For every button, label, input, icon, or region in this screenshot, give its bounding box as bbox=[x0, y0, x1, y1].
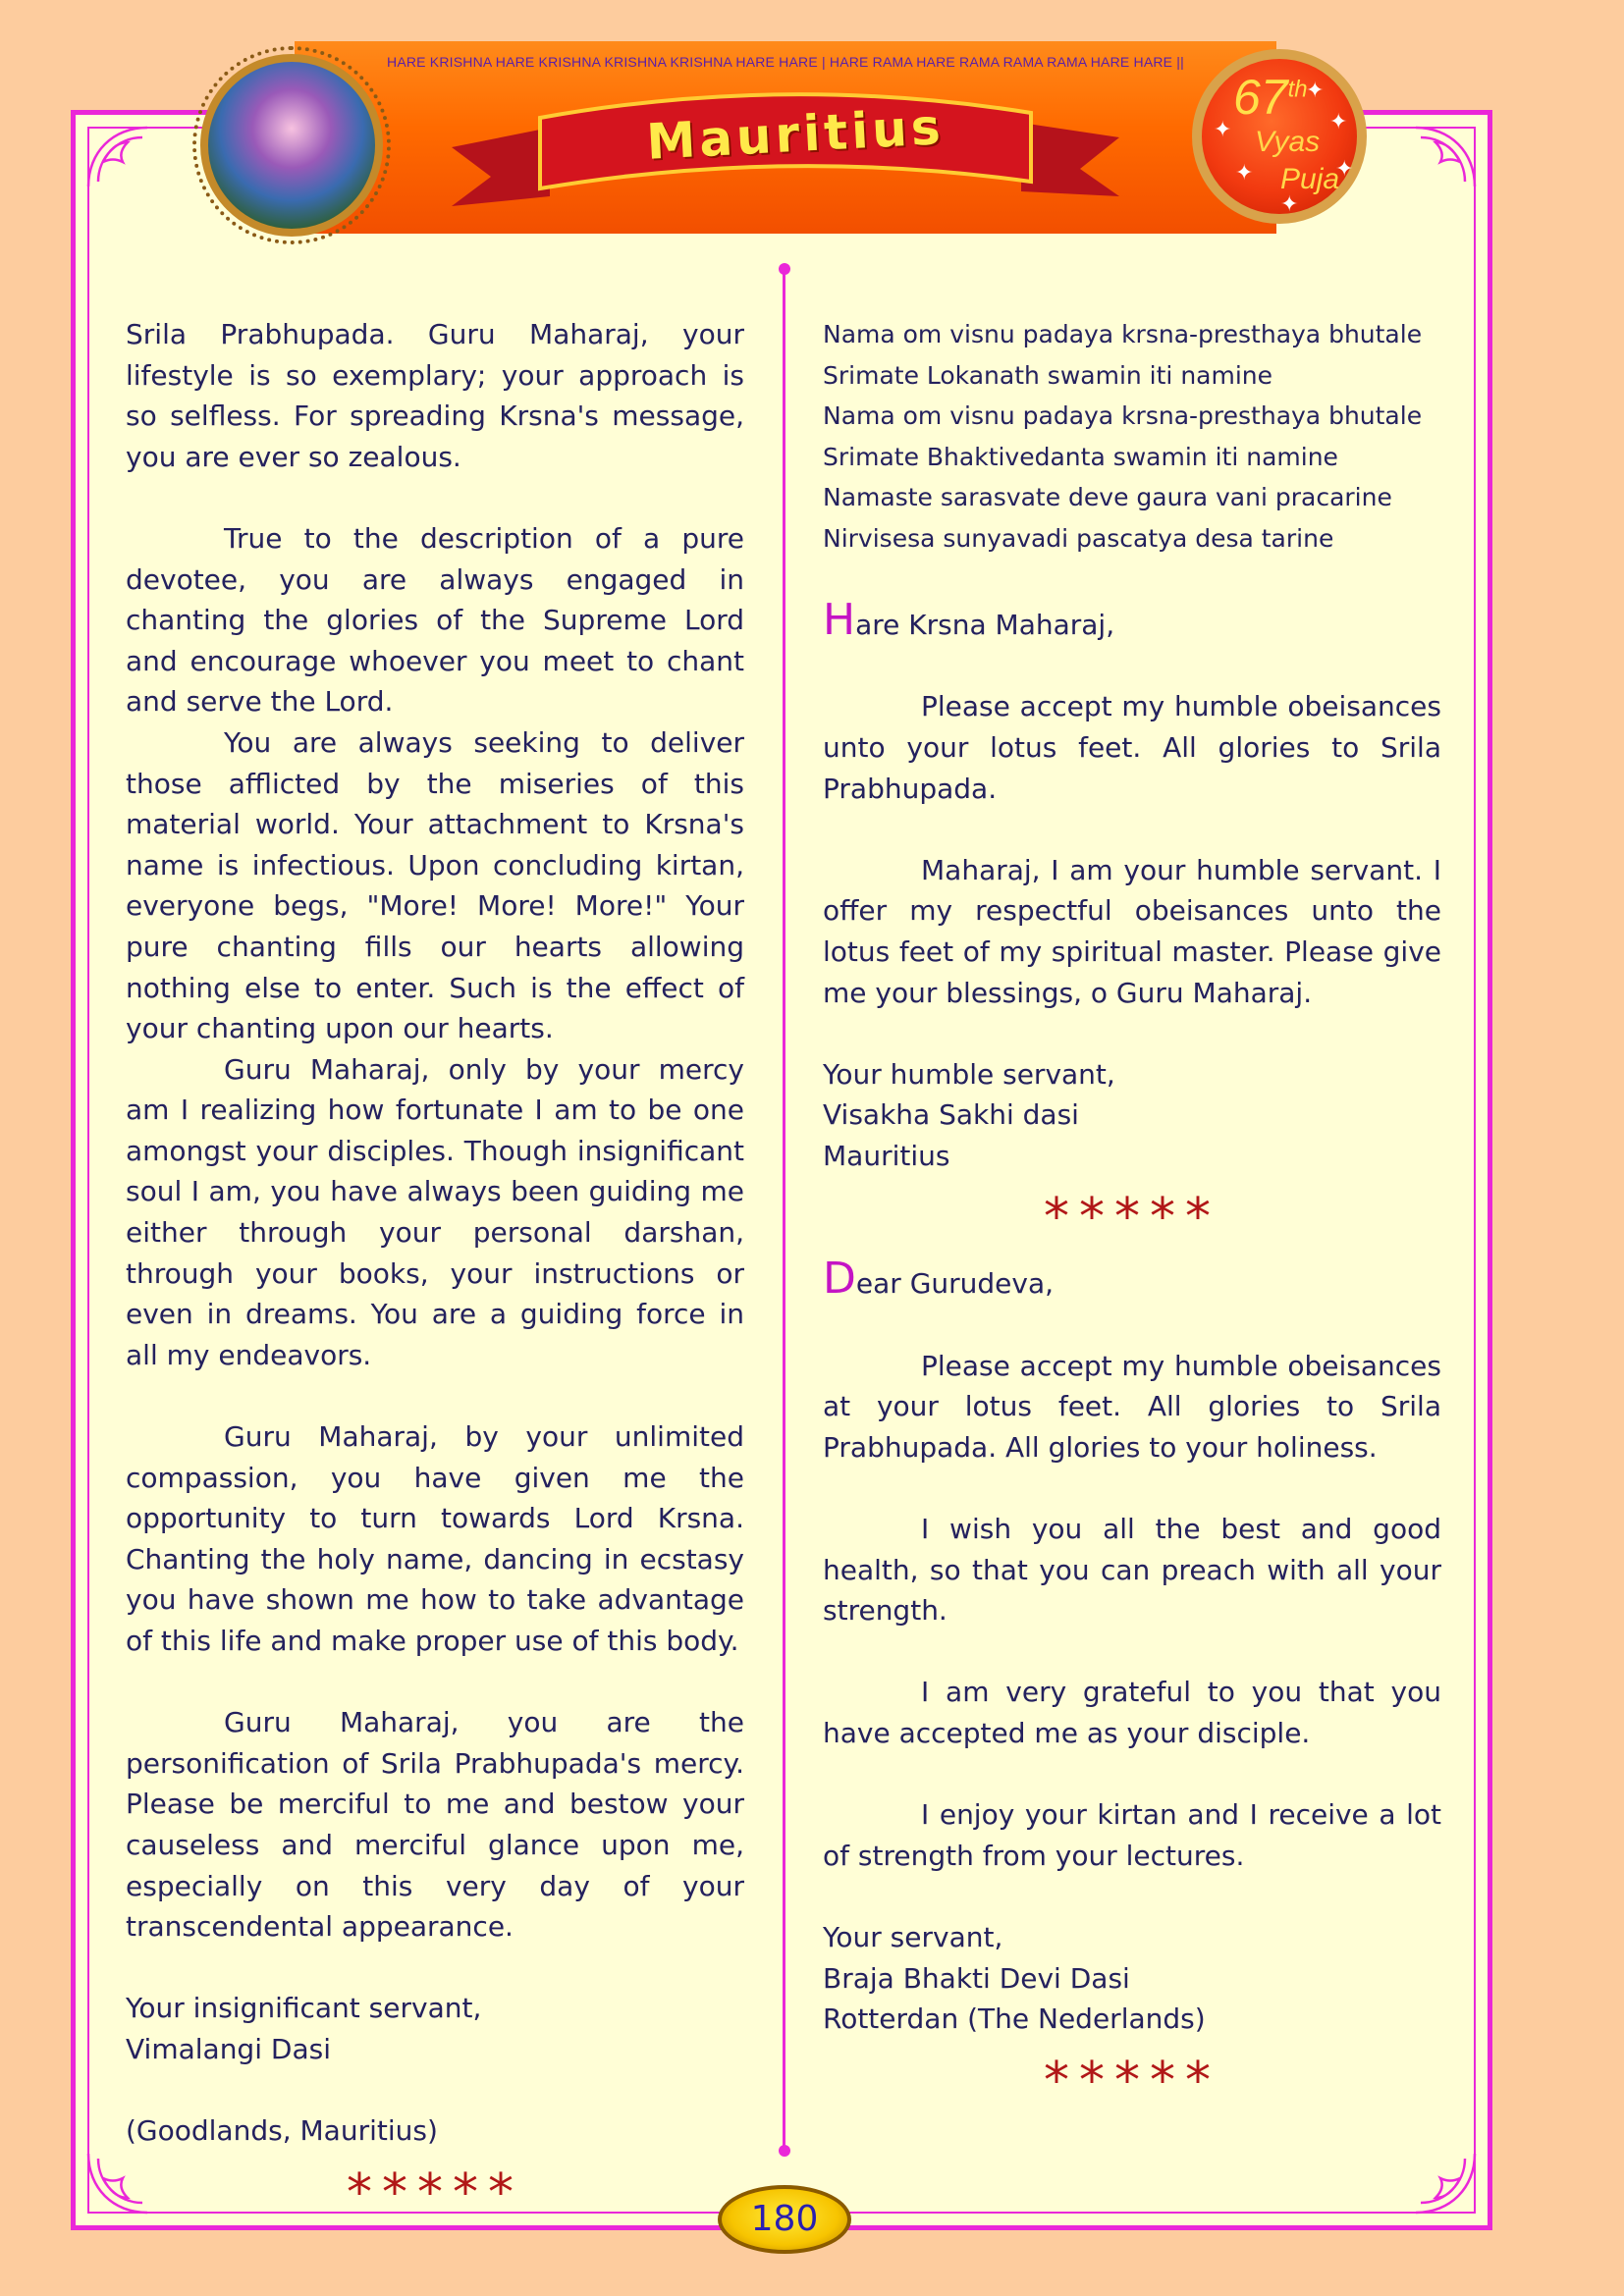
letter-salutation: Hare Krsna Maharaj, bbox=[823, 595, 1115, 646]
badge-line-puja: Puja bbox=[1280, 163, 1340, 195]
star-icon: ✦ bbox=[1214, 118, 1232, 142]
prayer-verse: Srimate Bhaktivedanta swamin iti namine bbox=[823, 442, 1338, 471]
drop-cap: D bbox=[823, 1254, 856, 1305]
section-separator-stars: ***** bbox=[1044, 2051, 1220, 2110]
letter-signature: Vimalangi Dasi bbox=[126, 2032, 331, 2065]
letter-closing: Your humble servant, bbox=[823, 1057, 1115, 1091]
page-number: 180 bbox=[718, 2185, 851, 2254]
letter-paragraph: Guru Maharaj, by your unlimited compassion, you have given me the opportunity to turn towards Lord Krsna. Chanting the holy name, dancing in ecstasy you have shown me how to take advantage of this life and make proper use of this body. bbox=[126, 1420, 744, 1657]
letter-paragraph: Please accept my humble obeisances at your lotus feet. All glories to Srila Prabhupada. All glories to your holiness. bbox=[823, 1349, 1441, 1464]
star-icon: ✦ bbox=[1280, 192, 1299, 217]
badge-number: 67th bbox=[1233, 70, 1308, 125]
letter-closing: Your insignificant servant, bbox=[126, 1992, 482, 2025]
badge-suffix: th bbox=[1287, 76, 1308, 103]
column-divider bbox=[783, 268, 785, 2155]
letter-paragraph: True to the description of a pure devotee, you are always engaged in chanting the glories of the Supreme Lord and encourage whoever you meet to chant and serve the Lord. bbox=[126, 521, 744, 719]
left-column bbox=[126, 314, 744, 2234]
section-separator-stars: ***** bbox=[1044, 1188, 1220, 1248]
letter-paragraph: You are always seeking to deliver those afflicted by the miseries of this material world. Your attachment to Krsna's name is infectious. Upon concluding kirtan, everyone begs, "More! More! More!" Your pure chanting fills our hearts allowing nothing else to enter. Such is the effect of your chanting upon our hearts. bbox=[126, 725, 744, 1045]
letter-paragraph: Please accept my humble obeisances unto your lotus feet. All glories to Srila Prabhupada. bbox=[823, 690, 1441, 805]
prayer-verse: Namaste sarasvate deve gaura vani pracarine bbox=[823, 483, 1392, 512]
letter-location: Rotterdan (The Nederlands) bbox=[823, 2002, 1206, 2036]
section-separator-stars: ***** bbox=[347, 2163, 523, 2222]
letter-signature: Visakha Sakhi dasi bbox=[823, 1098, 1079, 1132]
letter-paragraph: I am very grateful to you that you have accepted me as your disciple. bbox=[823, 1676, 1441, 1749]
letter-signature: Braja Bhakti Devi Dasi bbox=[823, 1961, 1130, 1995]
letter-paragraph: Guru Maharaj, you are the personification of Srila Prabhupada's mercy. Please be merciful to me and bestow your causeless and merciful glance upon me, especially on this very day of your transcendental appearance. bbox=[126, 1706, 744, 1944]
star-icon: ✦ bbox=[1335, 157, 1354, 182]
prayer-verse: Nama om visnu padaya krsna-presthaya bhutale bbox=[823, 401, 1423, 431]
prayer-verse: Nirvisesa sunyavadi pascatya desa tarine bbox=[823, 523, 1334, 553]
letter-closing: Your servant, bbox=[823, 1920, 1003, 1953]
corner-ornament-icon bbox=[1411, 2149, 1480, 2217]
divider-dot-bottom bbox=[779, 2145, 790, 2157]
divider-dot-top bbox=[779, 263, 790, 275]
letter-paragraph: Guru Maharaj, only by your mercy am I realizing how fortunate I am to be one amongst your disciples. Though insignificant soul I am, you have always been guiding me either through your personal darshan, through your books, your instructions or even in dreams. You are a guiding force in all my endeavors. bbox=[126, 1052, 744, 1371]
letter-location: (Goodlands, Mauritius) bbox=[126, 2114, 438, 2148]
prayer-verse: Nama om visnu padaya krsna-presthaya bhutale bbox=[823, 320, 1423, 348]
star-icon: ✦ bbox=[1329, 110, 1348, 134]
letter-location: Mauritius bbox=[823, 1139, 950, 1172]
right-column bbox=[823, 314, 1441, 2122]
corner-ornament-icon bbox=[1411, 123, 1480, 191]
prayer-verse: Srimate Lokanath swamin iti namine bbox=[823, 360, 1273, 390]
letter-paragraph: I enjoy your kirtan and I receive a lot of strength from your lectures. bbox=[823, 1798, 1441, 1872]
star-icon: ✦ bbox=[1306, 79, 1325, 103]
star-icon: ✦ bbox=[1235, 161, 1254, 186]
banner-title: Mauritius bbox=[645, 98, 946, 171]
drop-cap: H bbox=[823, 595, 856, 646]
badge-line-vyas: Vyas bbox=[1255, 126, 1321, 158]
letter-salutation: Dear Gurudeva, bbox=[823, 1254, 1055, 1305]
deity-image bbox=[200, 54, 383, 237]
letter-paragraph: I wish you all the best and good health, so that you can preach with all your strength. bbox=[823, 1513, 1441, 1628]
corner-ornament-icon bbox=[83, 123, 152, 191]
letter-paragraph: Maharaj, I am your humble servant. I offer my respectful obeisances unto the lotus feet of my spiritual master. Please give me your blessings, o Guru Maharaj. bbox=[823, 853, 1441, 1009]
mantra-text: HARE KRISHNA HARE KRISHNA KRISHNA KRISHNA HARE HARE | HARE RAMA HARE RAMA RAMA RAMA HARE HARE || bbox=[387, 54, 1184, 70]
letter-paragraph: Srila Prabhupada. Guru Maharaj, your lifestyle is so exemplary; your approach is so selfless. For spreading Krsna's message, you are ever so zealous. bbox=[126, 318, 744, 473]
